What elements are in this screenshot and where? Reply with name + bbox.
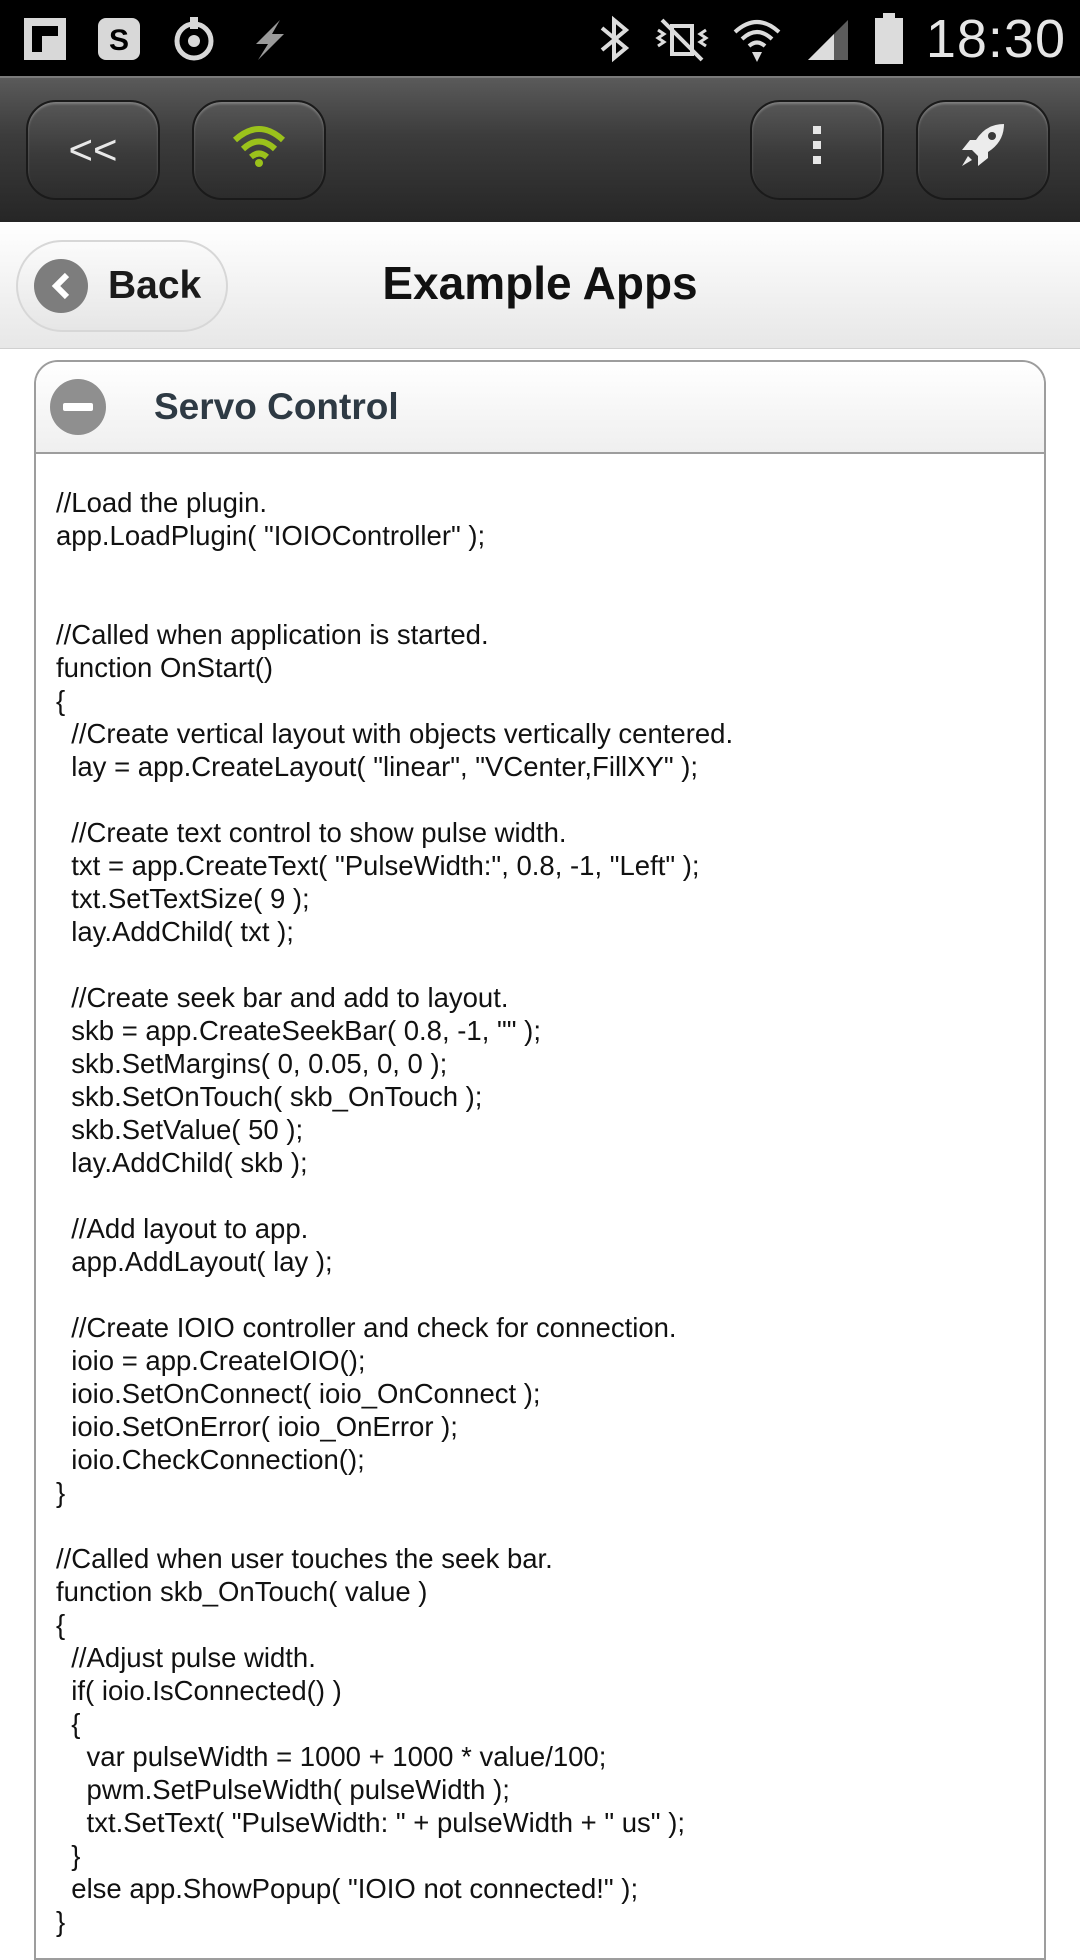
panel-title: Servo Control [154,386,399,427]
title-bar [0,222,1080,349]
signal-icon [804,16,852,62]
back-button-label: Back [108,264,202,307]
sync-icon [170,15,218,63]
overflow-menu-button[interactable] [750,100,884,200]
toolbar-back-button[interactable] [26,100,160,200]
more-vert-icon [809,124,825,176]
page-title: Example Apps [382,257,698,309]
run-app-button[interactable] [916,100,1050,200]
flipboard-icon [22,16,68,62]
system-icons [598,8,1066,70]
wifi-connect-button[interactable] [192,100,326,200]
status-bar [0,0,1080,76]
skype-icon [96,16,142,62]
notification-icons [22,14,292,64]
flash-icon [246,16,292,62]
toolbar-back-label: << [68,126,118,173]
battery-icon [874,13,904,65]
panel-header[interactable] [36,362,1044,454]
svg-text:S: S [108,24,130,57]
bluetooth-icon [598,14,632,64]
rocket-icon [958,120,1008,180]
code-listing: //Load the plugin. app.LoadPlugin( "IOIOController" ); //Called when application is started. function OnStart() { //Create vertical layout with objects vertically centered. lay = app.CreateLayout( "linear", "VCenter,FillXY" ); //Create text control to show pulse width. txt = app.CreateText( "PulseWidth:", 0.8, -1, "Left" ); txt.SetTextSize( 9 ); lay.AddChild( txt ); //Create seek bar and add to layout. skb = app.CreateSeekBar( 0.8, -1, "" ); skb.SetMargins( 0, 0.05, 0, 0 ); skb.SetOnTouch( skb_OnTouch ); skb.SetValue( 50 ); lay.AddChild( skb ); //Add layout to app. app.AddLayout( lay ); //Create IOIO controller and check for connection. ioio = app.CreateIOIO(); ioio.SetOnConnect( ioio_OnConnect ); ioio.SetOnError( ioio_OnError ); ioio.CheckConnection(); } //Called when user touches the seek bar. function skb_OnTouch( value ) { //Adjust pulse width. if( ioio.IsConnected() ) { var pulseWidth = 1000 + 1000 * value/100; pwm.SetPulseWidth( pulseWidth ); txt.SetText( "PulseWidth: " + pulseWidth + " us" ); } else app.ShowPopup( "IOIO not connected!" ); } [56,487,734,1937]
example-panel [34,360,1046,1960]
app-toolbar [0,76,1080,222]
muted-vibrate-icon [654,14,710,64]
collapse-icon[interactable] [50,379,106,435]
clock: 18:30 [925,9,1066,69]
wifi-icon [231,122,287,178]
wifi-icon [732,14,782,64]
